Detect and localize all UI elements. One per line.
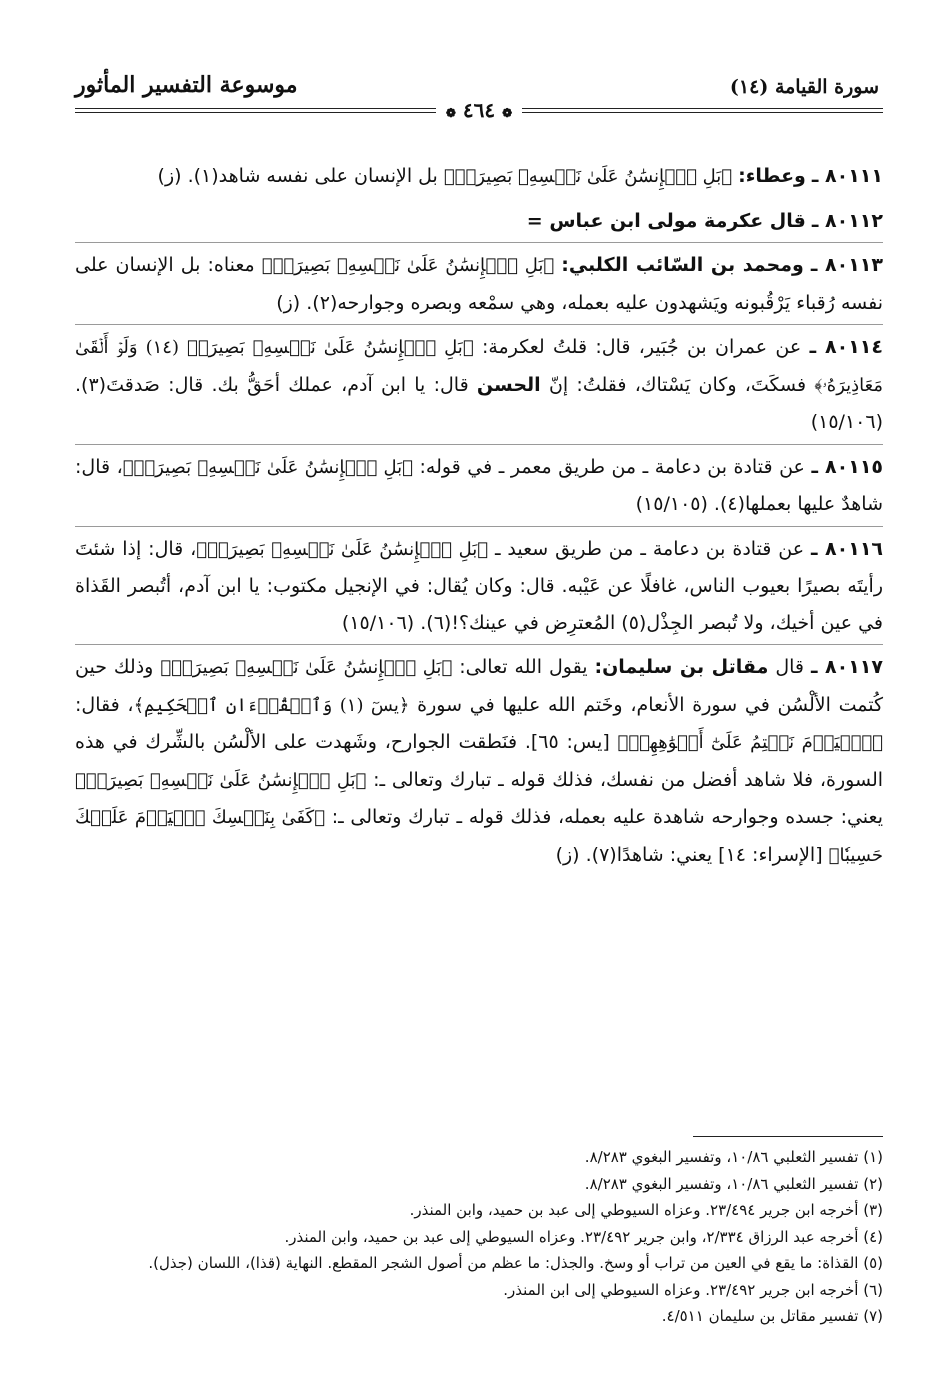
entry-number: ٨٠١١٢ ـ: [811, 209, 883, 232]
entry-text: ، قال: إذا شئتَ رأيتَه بصيرًا بعيوب الناس، غافلًا عن عَيْبه. قال: وكان يُقال: في الإنجيل مكتوب: يا ابن آدم، أتُبصر القَذاة في عين أخيك، ولا تُبصر الجِذْل(٥) المُعترِض في عينك؟!(٦). (١٥/١٠٦): [75, 537, 883, 634]
quran-verse: ﴿بَلِ ٱلۡإِنسَٰنُ عَلَىٰ نَفۡسِهِۦ بَصِيرَةٞ﴾: [261, 255, 555, 276]
quran-verse: ﴿كَفَىٰ بِنَفۡسِكَ ٱلۡيَوۡمَ عَلَيۡكَ حَسِيبٗا﴾: [75, 807, 883, 866]
entry-text: بل الإنسان على نفسه شاهد(١). (ز): [157, 165, 438, 187]
entry-number: ٨٠١١٦ ـ: [811, 537, 884, 560]
footnote: (٤) أخرجه عبد الرزاق ٢/٣٣٤، وابن جرير ٢٣/٤٩٢. وعزاه السيوطي إلى عبد بن حميد، وابن المنذر.: [284, 1227, 883, 1246]
footnote: (٧) تفسير مقاتل بن سليمان ٤/٥١١.: [661, 1307, 883, 1325]
page-number: [436, 98, 522, 122]
quran-verse: ﴿بَلِ ٱلۡإِنسَٰنُ عَلَىٰ نَفۡسِهِۦ بَصِيرَةٞ﴾: [160, 657, 453, 678]
entry-text: ، قال: شاهدٌ عليها بعملها(٤). (١٥/١٠٥): [75, 455, 883, 515]
page-number-text: ٤٦٤: [462, 98, 496, 122]
narrator: ومحمد بن السّائب الكلبي:: [561, 254, 804, 276]
page-header: [75, 72, 883, 122]
surah-title: سورة القيامة (١٤): [729, 76, 879, 98]
entry-80117: [75, 649, 883, 877]
entry-text: عن قتادة بن دعامة ـ من طريق سعيد ـ: [494, 537, 805, 560]
entry-number: ٨٠١١٣ ـ: [810, 254, 883, 276]
quran-verse: ﴿بَلِ ٱلۡإِنسَٰنُ عَلَىٰ نَفۡسِهِۦ بَصِيرَةٞ﴾: [122, 456, 413, 478]
entry-text: وذلك حين كُتمت الألْسُن في سورة الأنعام، وخَتم الله عليها في سورة: [75, 656, 884, 716]
entry-80115: [75, 449, 883, 527]
footnote: (٢) تفسير الثعلبي ١٠/٨٦، وتفسير البغوي ٨/٢٨٣.: [584, 1174, 883, 1193]
quran-verse: ﴿بَلِ ٱلۡإِنسَٰنُ عَلَىٰ نَفۡسِهِۦ بَصِيرَةٞ﴾: [75, 769, 367, 791]
quran-verse: ﴿بَلِ ٱلۡإِنسَٰنُ عَلَىٰ نَفۡسِهِۦ بَصِيرَةٞ (١٤) وَلَوۡ أَلۡقَىٰ مَعَاذِيرَهُۥ﴾: [75, 337, 883, 396]
entry-text: عن عمران بن جُبَير، قال: قلتُ لعكرمة:: [481, 336, 802, 358]
entry-text: قال: يا ابن آدم، عملك أحَقُّ بك. قال: صَدقتَ(٣). (١٥/١٠٦): [75, 373, 883, 433]
entry-number: ٨٠١١٥ ـ: [811, 455, 884, 478]
main-text: [75, 158, 883, 881]
ornament-icon: ❁: [445, 106, 456, 120]
entry-text: ، فقال:: [75, 693, 134, 716]
entry-number: ٨٠١١٧ ـ: [810, 656, 883, 678]
entry-text: [يس: ٦٥]. فنَطقت الجوارح، وشَهدت على الألْسُن بالشِّرك في هذه السورة، فلا شاهد أفضل من نفسك، فذلك قوله ـ تبارك وتعالى ـ:: [75, 731, 884, 791]
entry-text: فسكَتَ، وكان يَسْتاك، فقلتُ: إنّ: [548, 373, 807, 396]
narrator: الحسن: [476, 373, 541, 396]
footnote: (١) تفسير الثعلبي ١٠/٨٦، وتفسير البغوي ٨/٢٨٣.: [584, 1148, 883, 1166]
entry-text: يقول الله تعالى:: [459, 656, 588, 678]
entry-number: ٨٠١١١ ـ: [811, 165, 883, 187]
entry-80114: [75, 329, 883, 445]
entry-text: معناه: بل الإنسان على نفسه رُقباء يَرْقُبونه ويَشهدون عليه بعمله، وهي سمْعه وبصره وجوارحه(٢). (ز): [75, 254, 883, 314]
entry-80116: [75, 531, 883, 646]
ornament-icon: ❁: [502, 106, 513, 120]
footnote: (٣) أخرجه ابن جرير ٢٣/٤٩٤. وعزاه السيوطي إلى عبد بن حميد، وابن المنذر.: [409, 1201, 883, 1219]
footnote-separator: [693, 1136, 883, 1137]
book-title: موسوعة التفسير المأثور: [75, 72, 298, 98]
page: [75, 72, 884, 1325]
entry-80112: [75, 203, 883, 244]
entry-text: قال: [775, 656, 804, 678]
quran-verse: ﴿بَلِ ٱلۡإِنسَٰنُ عَلَىٰ نَفۡسِهِۦ بَصِيرَةٞ﴾: [196, 538, 489, 560]
entry-text: عن قتادة بن دعامة ـ من طريق معمر ـ في قوله:: [419, 455, 805, 478]
entry-text: [الإسراء: ١٤] يعني: شاهدًا(٧). (ز): [555, 843, 823, 866]
entry-number: ٨٠١١٤ ـ: [809, 336, 883, 358]
quran-verse: ﴿بَلِ ٱلۡإِنسَٰنُ عَلَىٰ نَفۡسِهِۦ بَصِيرَةٞ﴾: [443, 166, 733, 187]
entry-80113: [75, 247, 883, 325]
narrator: مقاتل بن سليمان:: [594, 656, 769, 678]
footnote: (٦) أخرجه ابن جرير ٢٣/٤٩٢. وعزاه السيوطي إلى ابن المنذر.: [503, 1280, 883, 1299]
narrator: وعطاء:: [738, 165, 806, 187]
entry-80111: [75, 158, 883, 199]
quran-verse: ﴿يسٓ (١) وَٱلۡقُرۡءَانِ ٱلۡحَكِيمِ﴾: [133, 694, 410, 716]
quran-verse: ﴿ٱلۡيَوۡمَ نَخۡتِمُ عَلَىٰٓ أَفۡوَٰهِهِمۡ﴾: [617, 732, 883, 753]
entry-text: يعني: جسده وجوارحه شاهدة عليه بعمله، فذلك قوله ـ تبارك وتعالى ـ:: [331, 806, 883, 828]
entry-text: قال عكرمة مولى ابن عباس =: [526, 209, 806, 232]
footnotes: [83, 1144, 883, 1330]
footnote: (٥) القذاة: ما يقع في العين من تراب أو وسخ. والجذل: ما عظم من أصول الشجر المقطع. النهاية (قذا)، اللسان (جذل).: [148, 1254, 883, 1272]
